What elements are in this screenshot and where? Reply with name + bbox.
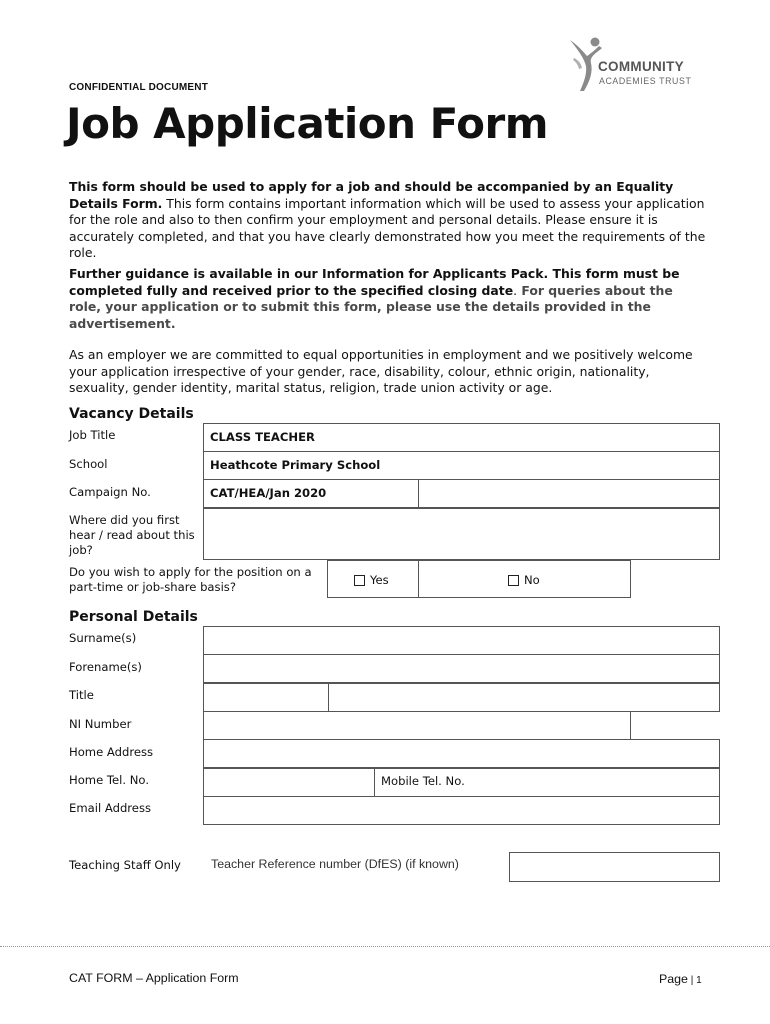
campaign-value: CAT/HEA/Jan 2020 [210, 486, 327, 500]
teacher-reference-label: Teacher Reference number (DfES) (if known) [211, 857, 459, 871]
teacher-reference-field[interactable] [509, 852, 720, 882]
job-title-field[interactable] [203, 423, 720, 452]
home-address-label: Home Address [69, 745, 154, 759]
personal-heading: Personal Details [69, 609, 198, 625]
ni-number-label: NI Number [69, 717, 132, 731]
intro-paragraph-1 [69, 179, 709, 262]
intro-p2-bold: Further guidance is available in our Information for Applicants Pack. This form must be completed fully and received prior to the specified closing date [69, 266, 680, 298]
intro-p1-bold: This form should be used to apply for a job and should be accompanied by an Equality Details Form. [69, 179, 674, 211]
mobile-tel-label: Mobile Tel. No. [381, 774, 465, 788]
forename-label: Forename(s) [69, 660, 142, 674]
footer-form-name: CAT FORM – Application Form [69, 971, 239, 985]
logo-line-1: COMMUNITY [598, 59, 684, 74]
no-label: No [524, 573, 540, 587]
surname-label: Surname(s) [69, 631, 137, 645]
yes-checkbox[interactable] [354, 575, 365, 586]
teaching-staff-label: Teaching Staff Only [69, 858, 181, 872]
job-title-label: Job Title [69, 428, 116, 442]
campaign-field[interactable] [203, 479, 419, 508]
yes-label: Yes [370, 573, 389, 587]
job-title-value: CLASS TEACHER [210, 430, 315, 444]
page-title: Job Application Form [66, 99, 549, 148]
intro-p2-grey: For queries about the role, your application or to submit this form, please use the details provided in the advertisement. [69, 282, 673, 331]
part-time-no-cell[interactable] [418, 560, 631, 598]
page-label: Page [659, 972, 688, 986]
no-checkbox[interactable] [508, 575, 519, 586]
intro-paragraph-3 [69, 347, 709, 397]
intro-p1-rest: This form contains important information which will be used to assess your application for the role and also to then confirm your employment and personal details. Please ensure it is accurately completed, and that you have clearly demonstrated how you meet the requirements of the role. [69, 195, 706, 260]
vacancy-heading: Vacancy Details [69, 406, 194, 422]
school-value: Heathcote Primary School [210, 458, 381, 472]
email-field[interactable] [203, 796, 720, 825]
email-label: Email Address [69, 801, 152, 815]
title-extra-field[interactable] [328, 683, 720, 712]
forename-field[interactable] [203, 654, 720, 683]
logo-line-2: ACADEMIES TRUST [599, 76, 692, 86]
school-field[interactable] [203, 451, 720, 480]
trust-logo [568, 36, 718, 96]
title-label: Title [69, 688, 94, 702]
intro-paragraph-2 [69, 266, 709, 332]
ni-number-field[interactable] [203, 711, 631, 740]
intro-p2-dot: . [513, 282, 518, 298]
intro-p3: As an employer we are committed to equal opportunities in employment and we positively welcome your application irrespective of your gender, race, disability, colour, ethnic origin, nationality, sexuality, gender identity, marital status, religion, trade union activity or age. [69, 347, 693, 395]
home-tel-field[interactable] [203, 768, 375, 797]
home-address-field[interactable] [203, 739, 720, 768]
confidential-label: CONFIDENTIAL DOCUMENT [69, 82, 209, 93]
part-time-yes-cell[interactable] [327, 560, 419, 598]
part-time-label: Do you wish to apply for the position on a part-time or job-share basis? [69, 565, 312, 594]
campaign-label: Campaign No. [69, 485, 151, 499]
page-indicator [659, 972, 702, 986]
footer-divider [0, 946, 770, 947]
home-tel-label: Home Tel. No. [69, 773, 150, 787]
title-field[interactable] [203, 683, 329, 712]
hear-about-field[interactable] [203, 508, 720, 560]
mobile-tel-field[interactable] [374, 768, 720, 797]
campaign-extra-field[interactable] [418, 479, 720, 508]
page-number: 1 [696, 975, 702, 986]
surname-field[interactable] [203, 626, 720, 655]
school-label: School [69, 457, 108, 471]
page-separator: | [687, 975, 697, 986]
hear-about-label: Where did you first hear / read about this job? [69, 513, 195, 557]
